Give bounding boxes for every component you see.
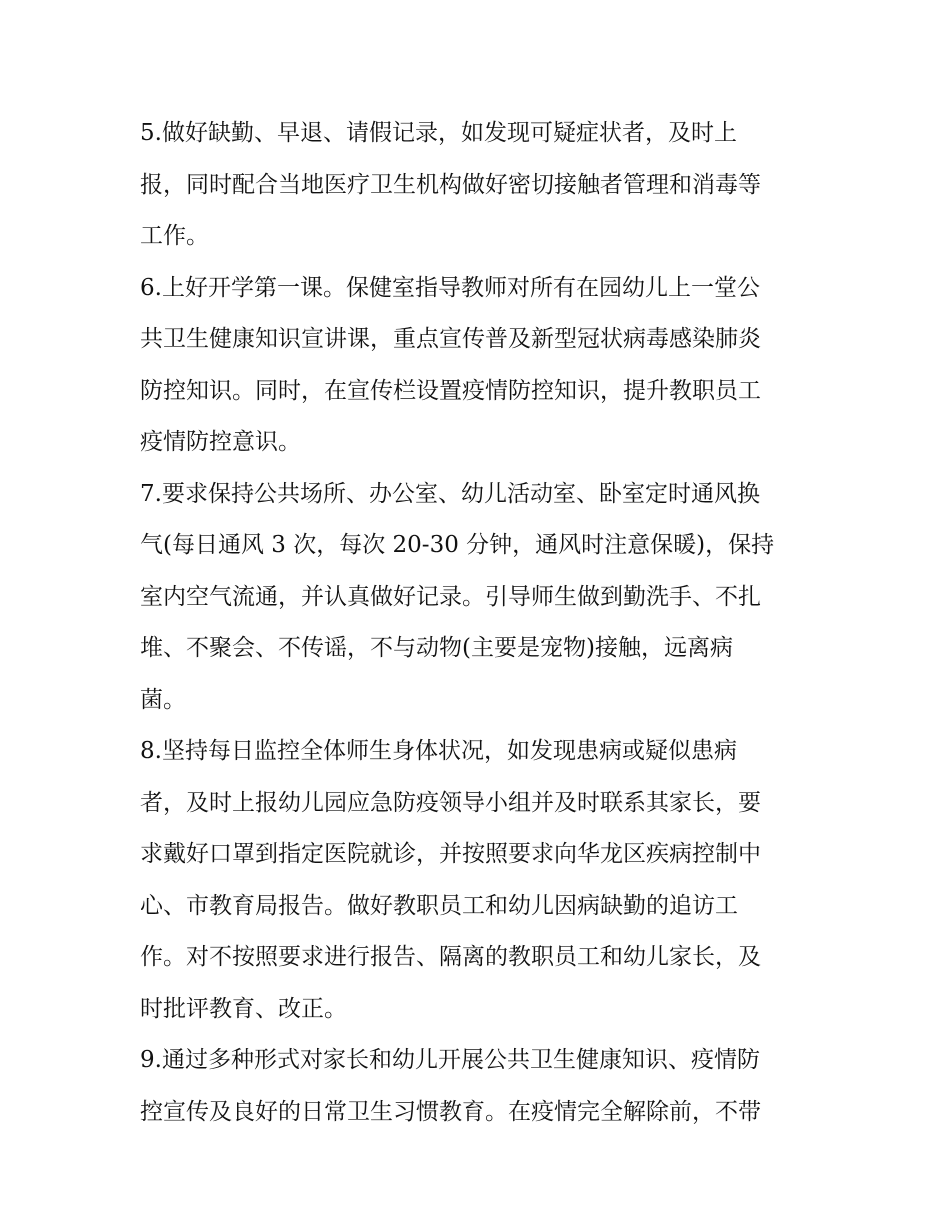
text-line: 疫情防控意识。 [140,429,301,455]
text-line: 5.做好缺勤、早退、请假记录，如发现可疑症状者，及时上 [140,120,737,146]
text-line: 气(每日通风 3 次，每次 20-30 分钟，通风时注意保暖)，保持 [140,532,775,558]
text-line: 共卫生健康知识宣讲课，重点宣传普及新型冠状病毒感染肺炎 [140,326,761,352]
text-line: 8.坚持每日监控全体师生身体状况，如发现患病或疑似患病 [140,738,737,764]
document-body [140,108,820,1138]
text-line: 作。对不按照要求进行报告、隔离的教职员工和幼儿家长，及 [140,944,761,970]
text-line: 时批评教育、改正。 [140,995,347,1022]
text-line: 堆、不聚会、不传谣，不与动物(主要是宠物)接触，远离病 [140,635,733,661]
text-line: 求戴好口罩到指定医院就诊，并按照要求向华龙区疾病控制中 [140,841,761,867]
text-line: 9.通过多种形式对家长和幼儿开展公共卫生健康知识、疫情防 [140,1047,760,1073]
text-line: 防控知识。同时，在宣传栏设置疫情防控知识，提升教职员工 [140,377,761,404]
text-line: 报，同时配合当地医疗卫生机构做好密切接触者管理和消毒等 [140,171,761,198]
text-line: 7.要求保持公共场所、办公室、幼儿活动室、卧室定时通风换 [140,480,760,507]
text-line: 室内空气流通，并认真做好记录。引导师生做到勤洗手、不扎 [140,583,761,610]
text-line: 心、市教育局报告。做好教职员工和幼儿因病缺勤的追访工 [140,892,738,919]
text-line: 菌。 [140,686,186,713]
text-line: 控宣传及良好的日常卫生习惯教育。在疫情完全解除前，不带 [140,1098,761,1125]
text-line: 工作。 [140,223,209,249]
text-line: 者，及时上报幼儿园应急防疫领导小组并及时联系其家长，要 [140,789,761,816]
text-line: 6.上好开学第一课。保健室指导教师对所有在园幼儿上一堂公 [140,274,760,301]
